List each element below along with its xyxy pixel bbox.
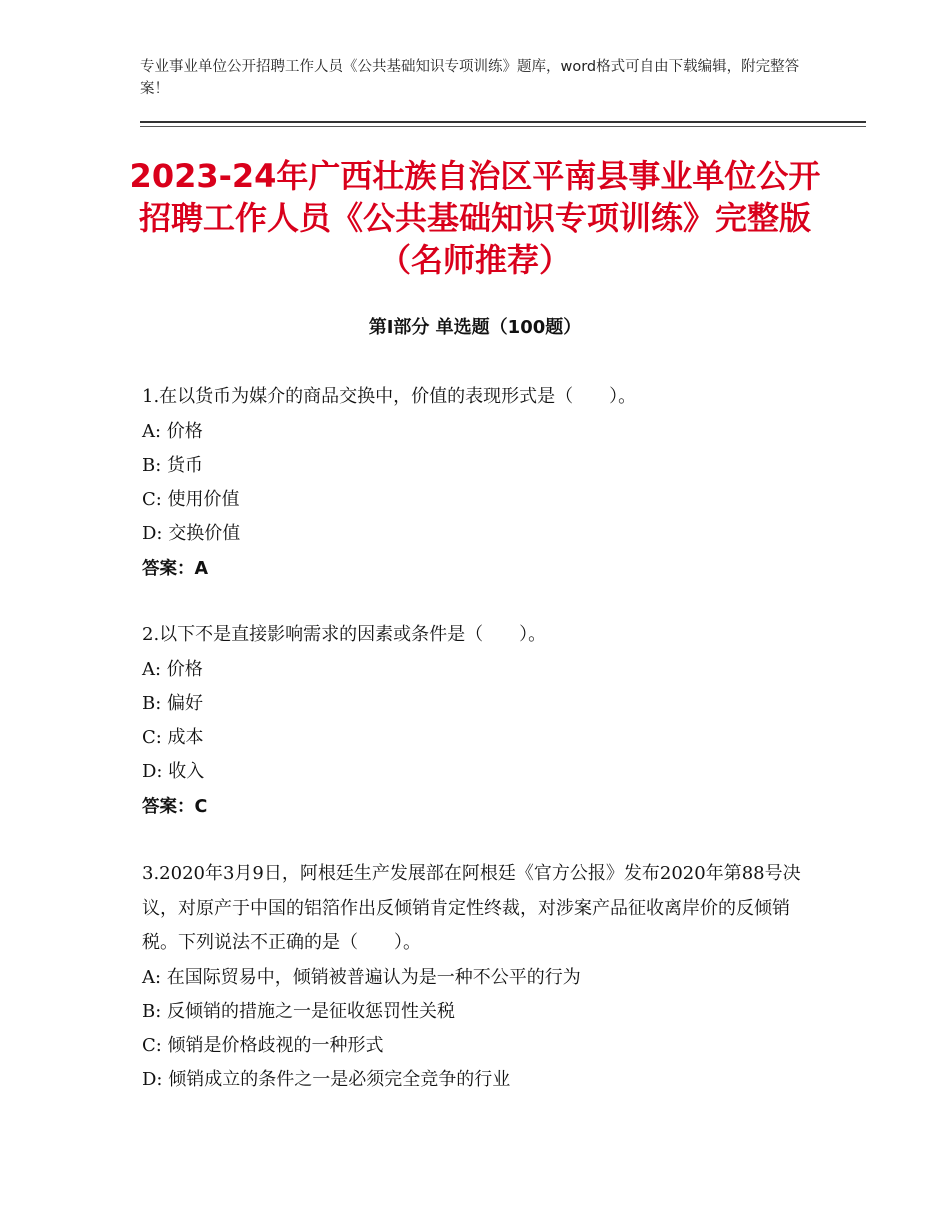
header-note: 专业事业单位公开招聘工作人员《公共基础知识专项训练》题库，word格式可自由下载编辑，附完整答案！ — [140, 59, 800, 97]
option-b: B: 偏好 — [142, 692, 204, 714]
option-d: D: 倾销成立的条件之一是必须完全竞争的行业 — [142, 1069, 511, 1091]
answer: 答案：A — [142, 558, 209, 579]
question-stem: 1.在以货币为媒介的商品交换中，价值的表现形式是（ ）。 — [142, 386, 637, 407]
question-2 — [142, 618, 822, 824]
question-stem: 2.以下不是直接影响需求的因素或条件是（ ）。 — [142, 624, 547, 645]
question-3 — [142, 857, 822, 1098]
header-divider-thick — [140, 121, 866, 123]
option-c: C: 使用价值 — [142, 489, 240, 511]
option-c: C: 倾销是价格歧视的一种形式 — [142, 1035, 384, 1057]
option-a: A: 在国际贸易中，倾销被普遍认为是一种不公平的行为 — [142, 966, 581, 988]
question-1 — [142, 380, 822, 586]
header-divider-thin — [140, 126, 866, 127]
question-stem: 3.2020年3月9日，阿根廷生产发展部在阿根廷《官方公报》发布2020年第88号决议，对原产于中国的铝箔作出反倾销肯定性终裁，对涉案产品征收离岸价的反倾销税。下列说法不正确的是（ ）。 — [142, 863, 801, 953]
option-d: D: 交换价值 — [142, 523, 241, 545]
option-a: A: 价格 — [142, 658, 203, 680]
option-d: D: 收入 — [142, 761, 205, 783]
section-heading: 第Ⅰ部分 单选题（100题） — [368, 317, 582, 338]
option-a: A: 价格 — [142, 420, 203, 442]
answer: 答案：C — [142, 796, 208, 817]
document-title: 2023-24年广西壮族自治区平南县事业单位公开招聘工作人员《公共基础知识专项训练》完整版（名师推荐） — [129, 157, 821, 279]
option-c: C: 成本 — [142, 727, 204, 749]
option-b: B: 反倾销的措施之一是征收惩罚性关税 — [142, 1000, 456, 1022]
option-b: B: 货币 — [142, 454, 204, 476]
